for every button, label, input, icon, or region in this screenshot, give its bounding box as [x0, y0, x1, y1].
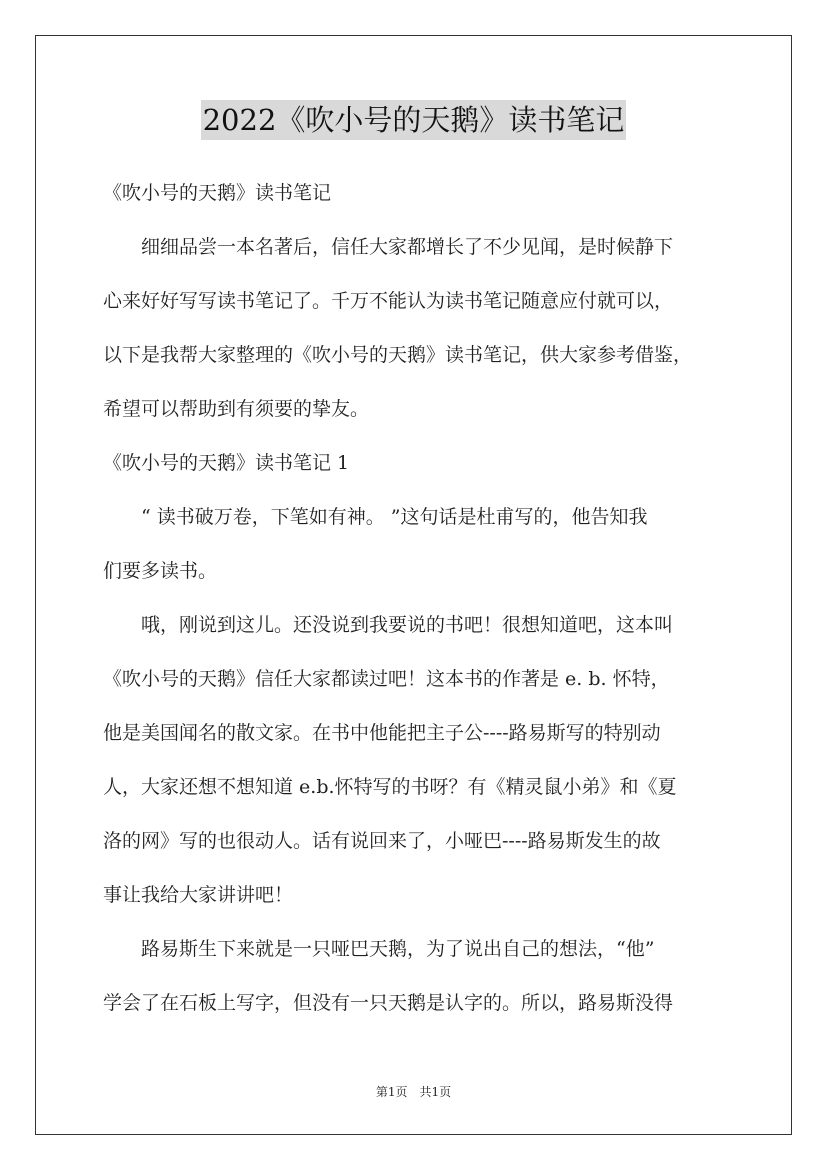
- paragraph-line: 人，大家还想不想知道 e.b.怀特写的书呀？有《精灵鼠小弟》和《夏: [103, 776, 677, 798]
- paragraph-line: 洛的网》写的也很动人。话有说回来了，小哑巴----路易斯发生的故: [103, 830, 661, 852]
- paragraph-line: 哦，刚说到这儿。还没说到我要说的书吧！很想知道吧，这本叫: [103, 614, 674, 636]
- paragraph-line: 事让我给大家讲讲吧！: [103, 884, 294, 906]
- paragraph-line: 《吹小号的天鹅》信任大家都读过吧！这本书的作著是 e. b. 怀特，: [103, 668, 670, 690]
- paragraph-line: 希望可以帮助到有须要的挚友。: [103, 398, 370, 420]
- paragraph-line: 心来好好写写读书笔记了。千万不能认为读书笔记随意应付就可以，: [103, 290, 674, 312]
- paragraph-line: 路易斯生下来就是一只哑巴天鹅，为了说出自己的想法，“他”: [103, 938, 655, 960]
- paragraph-line: 以下是我帮大家整理的《吹小号的天鹅》读书笔记，供大家参考借鉴，: [103, 344, 693, 366]
- paragraph-line: 细细品尝一本名著后，信任大家都增长了不少见闻，是时候静下: [103, 236, 674, 258]
- paragraph-line: 他是美国闻名的散文家。在书中他能把主子公----路易斯写的特别动: [103, 722, 661, 744]
- section-heading: 《吹小号的天鹅》读书笔记 1: [103, 452, 350, 474]
- document-title: 2022《吹小号的天鹅》读书笔记: [201, 100, 627, 140]
- title-container: [0, 100, 827, 140]
- paragraph-line: 们要多读书。: [103, 560, 218, 582]
- paragraph-line: 学会了在石板上写字，但没有一只天鹅是认字的。所以，路易斯没得: [103, 992, 674, 1014]
- paragraph-line: “ 读书破万卷，下笔如有神。 ”这句话是杜甫写的，他告知我: [103, 506, 648, 528]
- section-heading: 《吹小号的天鹅》读书笔记: [103, 182, 332, 204]
- page-footer: 第1页 共1页: [375, 1085, 452, 1099]
